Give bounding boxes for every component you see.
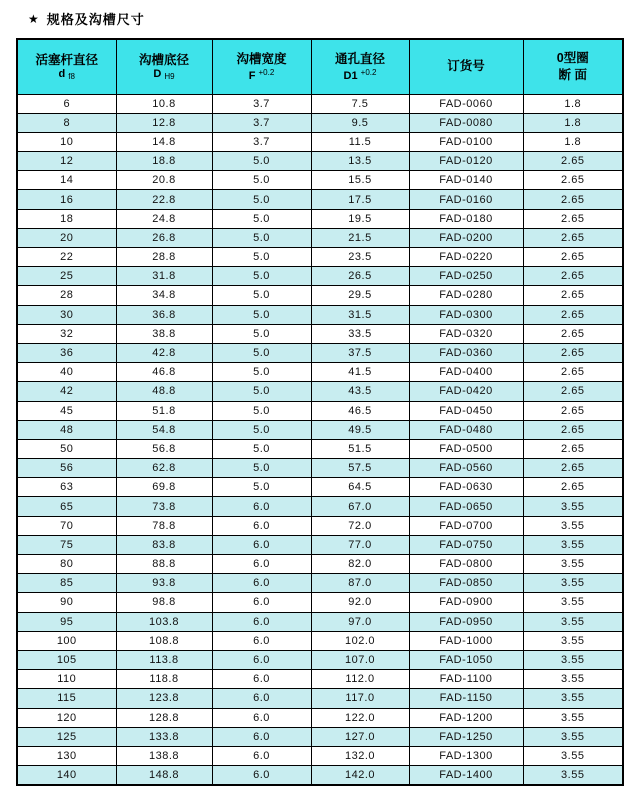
table-cell-col2: 62.8 bbox=[116, 459, 212, 478]
table-cell-col6: 1.8 bbox=[523, 132, 623, 151]
table-cell-col5: FAD-0480 bbox=[409, 420, 523, 439]
table-cell-col6: 2.65 bbox=[523, 152, 623, 171]
table-cell-col2: 83.8 bbox=[116, 535, 212, 554]
column-title: 通孔直径 bbox=[334, 51, 385, 66]
table-cell-col2: 148.8 bbox=[116, 766, 212, 785]
star-icon: ★ bbox=[28, 11, 40, 26]
table-row bbox=[17, 401, 623, 420]
table-cell-col5: FAD-0160 bbox=[409, 190, 523, 209]
table-cell-col2: 123.8 bbox=[116, 689, 212, 708]
table-row bbox=[17, 305, 623, 324]
table-row bbox=[17, 382, 623, 401]
table-cell-col1: 6 bbox=[17, 94, 116, 113]
table-cell-col3: 6.0 bbox=[212, 727, 311, 746]
table-cell-col2: 26.8 bbox=[116, 228, 212, 247]
column-symbol: F $^{+0.2}$ bbox=[248, 67, 275, 82]
table-cell-col3: 3.7 bbox=[212, 94, 311, 113]
table-cell-col4: 23.5 bbox=[311, 248, 409, 267]
table-cell-col4: 31.5 bbox=[311, 305, 409, 324]
table-cell-col4: 57.5 bbox=[311, 459, 409, 478]
column-header-1 bbox=[17, 39, 116, 94]
table-row bbox=[17, 670, 623, 689]
table-cell-col4: 82.0 bbox=[311, 555, 409, 574]
column-title-line2: 断 面 bbox=[558, 67, 587, 82]
table-cell-col4: 122.0 bbox=[311, 708, 409, 727]
table-cell-col6: 1.8 bbox=[523, 113, 623, 132]
table-cell-col1: 115 bbox=[17, 689, 116, 708]
table-cell-col4: 132.0 bbox=[311, 746, 409, 765]
table-cell-col3: 5.0 bbox=[212, 382, 311, 401]
table-cell-col4: 87.0 bbox=[311, 574, 409, 593]
table-cell-col4: 19.5 bbox=[311, 209, 409, 228]
table-row bbox=[17, 94, 623, 113]
table-cell-col5: FAD-0180 bbox=[409, 209, 523, 228]
table-cell-col2: 103.8 bbox=[116, 612, 212, 631]
table-cell-col2: 38.8 bbox=[116, 324, 212, 343]
table-cell-col5: FAD-0200 bbox=[409, 228, 523, 247]
table-cell-col3: 5.0 bbox=[212, 343, 311, 362]
table-cell-col4: 49.5 bbox=[311, 420, 409, 439]
table-cell-col3: 6.0 bbox=[212, 593, 311, 612]
table-cell-col4: 26.5 bbox=[311, 267, 409, 286]
table-row bbox=[17, 650, 623, 669]
table-cell-col3: 6.0 bbox=[212, 497, 311, 516]
column-symbol: D1 $^{+0.2}$ bbox=[343, 67, 377, 82]
table-cell-col6: 3.55 bbox=[523, 612, 623, 631]
table-cell-col2: 10.8 bbox=[116, 94, 212, 113]
table-cell-col3: 6.0 bbox=[212, 689, 311, 708]
table-cell-col1: 110 bbox=[17, 670, 116, 689]
table-cell-col6: 3.55 bbox=[523, 708, 623, 727]
table-cell-col1: 22 bbox=[17, 248, 116, 267]
table-cell-col5: FAD-0650 bbox=[409, 497, 523, 516]
table-cell-col2: 118.8 bbox=[116, 670, 212, 689]
table-cell-col6: 3.55 bbox=[523, 689, 623, 708]
table-cell-col4: 127.0 bbox=[311, 727, 409, 746]
table-cell-col1: 105 bbox=[17, 650, 116, 669]
table-row bbox=[17, 132, 623, 151]
table-cell-col4: 102.0 bbox=[311, 631, 409, 650]
table-cell-col2: 48.8 bbox=[116, 382, 212, 401]
table-cell-col3: 5.0 bbox=[212, 190, 311, 209]
table-cell-col6: 3.55 bbox=[523, 631, 623, 650]
table-cell-col4: 13.5 bbox=[311, 152, 409, 171]
table-cell-col1: 120 bbox=[17, 708, 116, 727]
table-cell-col3: 5.0 bbox=[212, 420, 311, 439]
table-cell-col6: 2.65 bbox=[523, 439, 623, 458]
table-cell-col4: 107.0 bbox=[311, 650, 409, 669]
table-cell-col5: FAD-1050 bbox=[409, 650, 523, 669]
table-cell-col4: 43.5 bbox=[311, 382, 409, 401]
table-cell-col2: 108.8 bbox=[116, 631, 212, 650]
table-row bbox=[17, 612, 623, 631]
table-row bbox=[17, 766, 623, 785]
table-cell-col6: 2.65 bbox=[523, 459, 623, 478]
table-cell-col1: 25 bbox=[17, 267, 116, 286]
table-cell-col2: 24.8 bbox=[116, 209, 212, 228]
table-cell-col1: 85 bbox=[17, 574, 116, 593]
table-cell-col5: FAD-0560 bbox=[409, 459, 523, 478]
table-cell-col2: 46.8 bbox=[116, 363, 212, 382]
table-cell-col6: 2.65 bbox=[523, 478, 623, 497]
table-cell-col3: 5.0 bbox=[212, 152, 311, 171]
column-title: 沟槽底径 bbox=[138, 52, 189, 67]
table-cell-col4: 64.5 bbox=[311, 478, 409, 497]
table-cell-col2: 51.8 bbox=[116, 401, 212, 420]
table-cell-col5: FAD-1300 bbox=[409, 746, 523, 765]
table-row bbox=[17, 267, 623, 286]
column-header-5 bbox=[409, 39, 523, 94]
table-cell-col2: 28.8 bbox=[116, 248, 212, 267]
table-cell-col5: FAD-0320 bbox=[409, 324, 523, 343]
table-cell-col2: 14.8 bbox=[116, 132, 212, 151]
table-cell-col1: 90 bbox=[17, 593, 116, 612]
table-cell-col2: 42.8 bbox=[116, 343, 212, 362]
table-cell-col4: 37.5 bbox=[311, 343, 409, 362]
table-cell-col1: 45 bbox=[17, 401, 116, 420]
table-cell-col5: FAD-0630 bbox=[409, 478, 523, 497]
table-cell-col2: 98.8 bbox=[116, 593, 212, 612]
header-row bbox=[17, 39, 623, 94]
table-cell-col6: 3.55 bbox=[523, 593, 623, 612]
table-row bbox=[17, 727, 623, 746]
table-cell-col5: FAD-0080 bbox=[409, 113, 523, 132]
table-cell-col6: 3.55 bbox=[523, 555, 623, 574]
page-title-text: 规格及沟槽尺寸 bbox=[46, 12, 145, 27]
table-cell-col6: 1.8 bbox=[523, 94, 623, 113]
table-cell-col1: 50 bbox=[17, 439, 116, 458]
table-cell-col4: 117.0 bbox=[311, 689, 409, 708]
table-cell-col2: 20.8 bbox=[116, 171, 212, 190]
table-cell-col5: FAD-0360 bbox=[409, 343, 523, 362]
table-cell-col1: 75 bbox=[17, 535, 116, 554]
table-row bbox=[17, 516, 623, 535]
table-row bbox=[17, 439, 623, 458]
table-cell-col2: 34.8 bbox=[116, 286, 212, 305]
table-cell-col3: 5.0 bbox=[212, 459, 311, 478]
table-row bbox=[17, 689, 623, 708]
table-cell-col5: FAD-0700 bbox=[409, 516, 523, 535]
table-cell-col6: 2.65 bbox=[523, 228, 623, 247]
table-cell-col5: FAD-0060 bbox=[409, 94, 523, 113]
table-cell-col5: FAD-0750 bbox=[409, 535, 523, 554]
table-cell-col4: 97.0 bbox=[311, 612, 409, 631]
table-cell-col2: 133.8 bbox=[116, 727, 212, 746]
table-cell-col6: 2.65 bbox=[523, 324, 623, 343]
table-cell-col1: 63 bbox=[17, 478, 116, 497]
table-cell-col6: 2.65 bbox=[523, 343, 623, 362]
table-cell-col3: 5.0 bbox=[212, 209, 311, 228]
table-row bbox=[17, 631, 623, 650]
table-cell-col5: FAD-0120 bbox=[409, 152, 523, 171]
table-cell-col5: FAD-1000 bbox=[409, 631, 523, 650]
table-cell-col3: 6.0 bbox=[212, 708, 311, 727]
table-cell-col2: 78.8 bbox=[116, 516, 212, 535]
table-cell-col6: 2.65 bbox=[523, 286, 623, 305]
table-row bbox=[17, 363, 623, 382]
table-cell-col1: 100 bbox=[17, 631, 116, 650]
table-cell-col1: 36 bbox=[17, 343, 116, 362]
table-cell-col6: 2.65 bbox=[523, 363, 623, 382]
table-cell-col1: 32 bbox=[17, 324, 116, 343]
spec-table bbox=[16, 38, 624, 786]
table-cell-col1: 40 bbox=[17, 363, 116, 382]
table-cell-col5: FAD-0100 bbox=[409, 132, 523, 151]
table-row bbox=[17, 190, 623, 209]
table-cell-col5: FAD-0420 bbox=[409, 382, 523, 401]
table-cell-col6: 3.55 bbox=[523, 727, 623, 746]
table-cell-col6: 3.55 bbox=[523, 535, 623, 554]
column-title: 活塞杆直径 bbox=[35, 52, 98, 67]
table-cell-col6: 2.65 bbox=[523, 190, 623, 209]
column-header-4 bbox=[311, 39, 409, 94]
table-cell-col4: 46.5 bbox=[311, 401, 409, 420]
table-cell-col6: 2.65 bbox=[523, 267, 623, 286]
table-cell-col3: 3.7 bbox=[212, 132, 311, 151]
spec-table-body bbox=[17, 94, 623, 785]
table-cell-col2: 18.8 bbox=[116, 152, 212, 171]
table-cell-col1: 8 bbox=[17, 113, 116, 132]
table-cell-col2: 138.8 bbox=[116, 746, 212, 765]
table-row bbox=[17, 708, 623, 727]
table-cell-col5: FAD-1200 bbox=[409, 708, 523, 727]
table-cell-col3: 6.0 bbox=[212, 650, 311, 669]
table-cell-col1: 56 bbox=[17, 459, 116, 478]
table-row bbox=[17, 152, 623, 171]
table-cell-col6: 3.55 bbox=[523, 574, 623, 593]
table-cell-col4: 15.5 bbox=[311, 171, 409, 190]
table-cell-col5: FAD-0140 bbox=[409, 171, 523, 190]
table-cell-col3: 6.0 bbox=[212, 535, 311, 554]
table-row bbox=[17, 343, 623, 362]
table-cell-col2: 93.8 bbox=[116, 574, 212, 593]
table-cell-col2: 22.8 bbox=[116, 190, 212, 209]
table-cell-col5: FAD-0500 bbox=[409, 439, 523, 458]
table-cell-col6: 2.65 bbox=[523, 171, 623, 190]
table-cell-col2: 54.8 bbox=[116, 420, 212, 439]
table-row bbox=[17, 535, 623, 554]
table-cell-col5: FAD-1250 bbox=[409, 727, 523, 746]
table-row bbox=[17, 113, 623, 132]
table-cell-col1: 30 bbox=[17, 305, 116, 324]
table-cell-col3: 6.0 bbox=[212, 746, 311, 765]
table-cell-col5: FAD-0300 bbox=[409, 305, 523, 324]
table-row bbox=[17, 746, 623, 765]
table-cell-col2: 12.8 bbox=[116, 113, 212, 132]
table-cell-col3: 6.0 bbox=[212, 574, 311, 593]
table-row bbox=[17, 248, 623, 267]
table-cell-col4: 142.0 bbox=[311, 766, 409, 785]
table-cell-col2: 36.8 bbox=[116, 305, 212, 324]
table-cell-col4: 77.0 bbox=[311, 535, 409, 554]
table-row bbox=[17, 497, 623, 516]
table-row bbox=[17, 555, 623, 574]
table-row bbox=[17, 574, 623, 593]
table-cell-col1: 48 bbox=[17, 420, 116, 439]
table-cell-col1: 95 bbox=[17, 612, 116, 631]
table-cell-col2: 88.8 bbox=[116, 555, 212, 574]
table-cell-col4: 29.5 bbox=[311, 286, 409, 305]
table-cell-col5: FAD-0220 bbox=[409, 248, 523, 267]
table-cell-col6: 2.65 bbox=[523, 209, 623, 228]
table-cell-col2: 113.8 bbox=[116, 650, 212, 669]
table-cell-col5: FAD-1150 bbox=[409, 689, 523, 708]
table-cell-col3: 6.0 bbox=[212, 766, 311, 785]
table-cell-col2: 56.8 bbox=[116, 439, 212, 458]
table-cell-col4: 17.5 bbox=[311, 190, 409, 209]
table-cell-col2: 128.8 bbox=[116, 708, 212, 727]
table-cell-col6: 3.55 bbox=[523, 746, 623, 765]
table-cell-col5: FAD-0250 bbox=[409, 267, 523, 286]
table-row bbox=[17, 324, 623, 343]
table-cell-col4: 33.5 bbox=[311, 324, 409, 343]
table-cell-col4: 21.5 bbox=[311, 228, 409, 247]
table-cell-col4: 11.5 bbox=[311, 132, 409, 151]
table-cell-col5: FAD-0800 bbox=[409, 555, 523, 574]
table-cell-col1: 80 bbox=[17, 555, 116, 574]
table-cell-col6: 3.55 bbox=[523, 497, 623, 516]
table-cell-col1: 130 bbox=[17, 746, 116, 765]
table-cell-col3: 5.0 bbox=[212, 171, 311, 190]
table-cell-col2: 69.8 bbox=[116, 478, 212, 497]
table-cell-col6: 3.55 bbox=[523, 650, 623, 669]
table-cell-col6: 3.55 bbox=[523, 766, 623, 785]
table-cell-col4: 67.0 bbox=[311, 497, 409, 516]
table-cell-col3: 5.0 bbox=[212, 267, 311, 286]
table-cell-col6: 2.65 bbox=[523, 305, 623, 324]
table-cell-col5: FAD-0280 bbox=[409, 286, 523, 305]
table-cell-col3: 6.0 bbox=[212, 631, 311, 650]
column-symbol: D $_{H9}$ bbox=[153, 68, 175, 82]
table-cell-col5: FAD-0950 bbox=[409, 612, 523, 631]
table-cell-col3: 3.7 bbox=[212, 113, 311, 132]
table-cell-col3: 5.0 bbox=[212, 305, 311, 324]
table-row bbox=[17, 228, 623, 247]
table-cell-col6: 2.65 bbox=[523, 382, 623, 401]
table-cell-col5: FAD-1100 bbox=[409, 670, 523, 689]
table-cell-col3: 5.0 bbox=[212, 228, 311, 247]
table-cell-col4: 51.5 bbox=[311, 439, 409, 458]
table-row bbox=[17, 459, 623, 478]
table-cell-col4: 92.0 bbox=[311, 593, 409, 612]
table-cell-col6: 2.65 bbox=[523, 248, 623, 267]
table-cell-col3: 5.0 bbox=[212, 324, 311, 343]
column-symbol: d $_{f8}$ bbox=[58, 68, 75, 82]
page-title bbox=[28, 9, 145, 28]
table-cell-col1: 14 bbox=[17, 171, 116, 190]
column-header-3 bbox=[212, 39, 311, 94]
table-cell-col3: 6.0 bbox=[212, 516, 311, 535]
table-cell-col3: 6.0 bbox=[212, 612, 311, 631]
table-cell-col2: 73.8 bbox=[116, 497, 212, 516]
table-cell-col3: 6.0 bbox=[212, 555, 311, 574]
table-row bbox=[17, 420, 623, 439]
table-row bbox=[17, 478, 623, 497]
table-cell-col1: 65 bbox=[17, 497, 116, 516]
table-cell-col5: FAD-0850 bbox=[409, 574, 523, 593]
table-cell-col3: 5.0 bbox=[212, 363, 311, 382]
table-cell-col4: 7.5 bbox=[311, 94, 409, 113]
table-row bbox=[17, 209, 623, 228]
table-cell-col4: 41.5 bbox=[311, 363, 409, 382]
table-cell-col1: 12 bbox=[17, 152, 116, 171]
table-cell-col1: 10 bbox=[17, 132, 116, 151]
column-title: 0型圈 bbox=[556, 50, 589, 65]
table-cell-col6: 3.55 bbox=[523, 670, 623, 689]
table-cell-col6: 3.55 bbox=[523, 516, 623, 535]
table-cell-col4: 112.0 bbox=[311, 670, 409, 689]
table-cell-col1: 18 bbox=[17, 209, 116, 228]
column-title: 沟槽宽度 bbox=[236, 51, 287, 66]
table-row bbox=[17, 593, 623, 612]
table-cell-col3: 5.0 bbox=[212, 286, 311, 305]
table-cell-col3: 5.0 bbox=[212, 478, 311, 497]
table-cell-col1: 16 bbox=[17, 190, 116, 209]
table-cell-col4: 72.0 bbox=[311, 516, 409, 535]
table-cell-col3: 5.0 bbox=[212, 439, 311, 458]
table-cell-col5: FAD-0900 bbox=[409, 593, 523, 612]
table-cell-col6: 2.65 bbox=[523, 401, 623, 420]
table-cell-col5: FAD-0450 bbox=[409, 401, 523, 420]
table-row bbox=[17, 171, 623, 190]
table-cell-col1: 140 bbox=[17, 766, 116, 785]
column-header-2 bbox=[116, 39, 212, 94]
table-cell-col3: 5.0 bbox=[212, 248, 311, 267]
table-cell-col4: 9.5 bbox=[311, 113, 409, 132]
column-header-6 bbox=[523, 39, 623, 94]
table-cell-col6: 2.65 bbox=[523, 420, 623, 439]
table-cell-col5: FAD-1400 bbox=[409, 766, 523, 785]
table-cell-col5: FAD-0400 bbox=[409, 363, 523, 382]
spec-table-header bbox=[17, 39, 623, 94]
table-cell-col3: 5.0 bbox=[212, 401, 311, 420]
table-cell-col1: 28 bbox=[17, 286, 116, 305]
table-cell-col3: 6.0 bbox=[212, 670, 311, 689]
table-cell-col1: 42 bbox=[17, 382, 116, 401]
table-cell-col1: 125 bbox=[17, 727, 116, 746]
table-cell-col1: 70 bbox=[17, 516, 116, 535]
table-cell-col2: 31.8 bbox=[116, 267, 212, 286]
table-cell-col1: 20 bbox=[17, 228, 116, 247]
table-row bbox=[17, 286, 623, 305]
column-title: 订货号 bbox=[447, 59, 485, 74]
